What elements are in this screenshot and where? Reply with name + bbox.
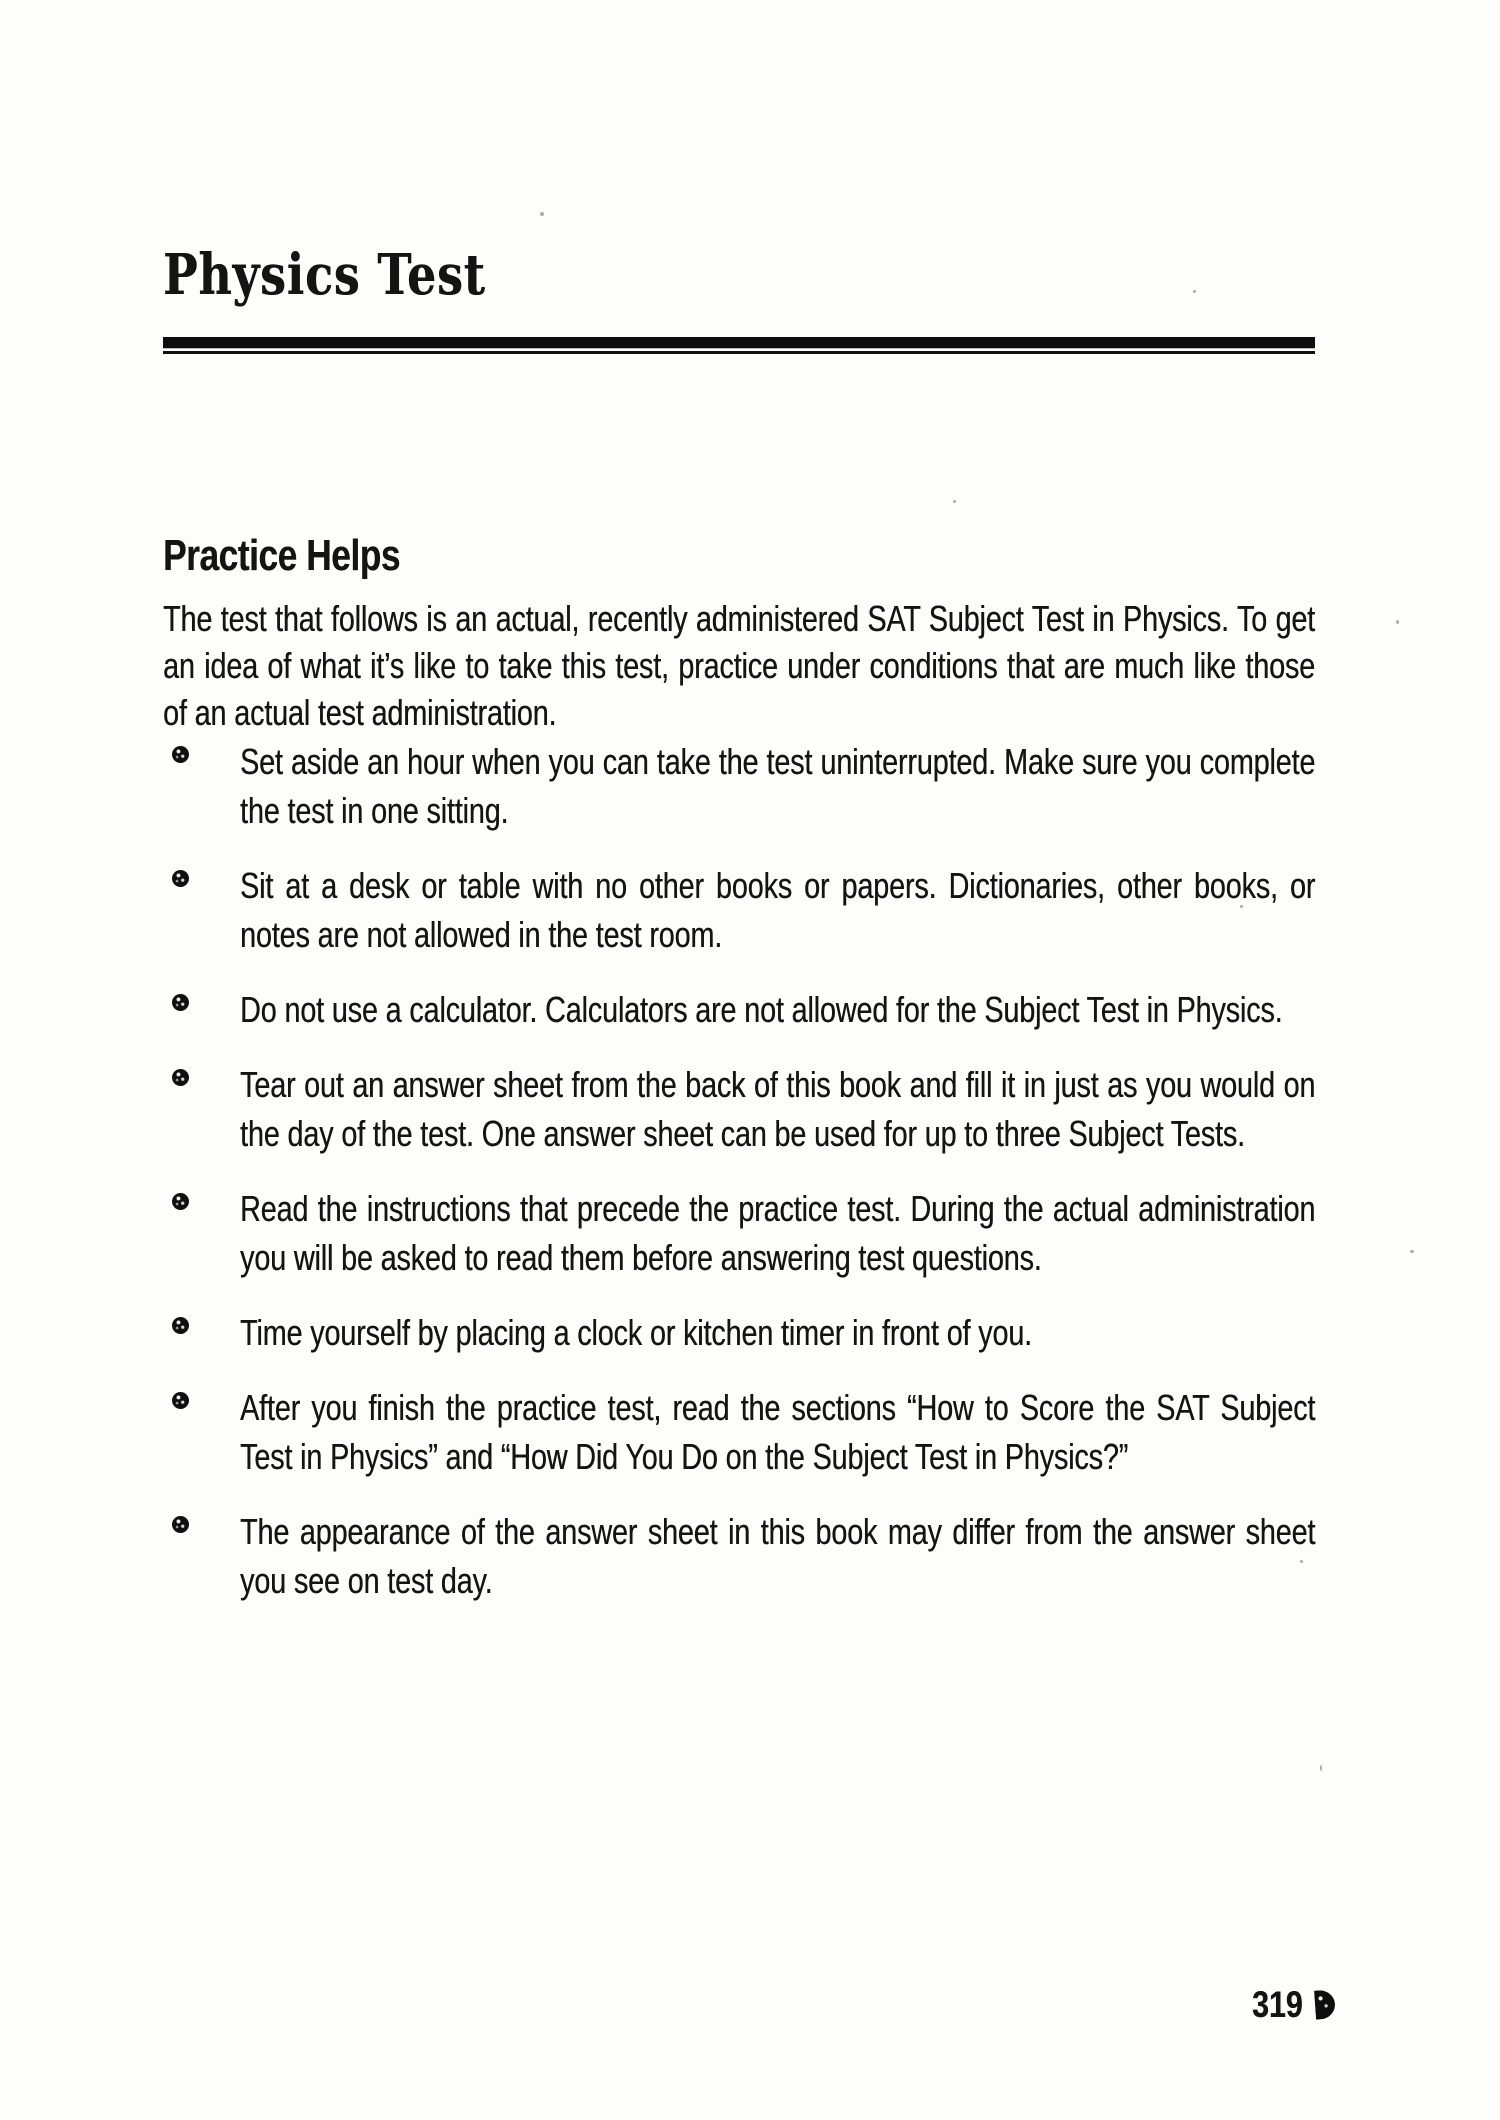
section-divider — [163, 337, 1315, 354]
scan-speck — [540, 212, 544, 216]
bullet-icon — [172, 870, 189, 887]
bullet-icon — [172, 1193, 189, 1210]
list-item — [240, 737, 1500, 835]
scan-speck — [953, 500, 956, 503]
scan-speck — [1396, 620, 1399, 624]
section-heading: Practice Helps — [163, 530, 401, 580]
bullet-text: The appearance of the answer sheet in this book may differ from the answer sheet you see on test day. — [240, 1511, 1316, 1601]
bullet-icon — [172, 746, 189, 763]
bullet-text: Sit at a desk or table with no other books or papers. Dictionaries, other books, or notes are not allowed in the test room. — [240, 865, 1316, 955]
list-item — [240, 861, 1500, 959]
bullet-icon — [172, 1392, 189, 1409]
bullet-icon — [172, 994, 189, 1011]
page-marker-icon — [1314, 1989, 1336, 2019]
scan-speck — [1240, 905, 1243, 908]
list-item — [240, 1308, 1500, 1357]
list-item — [240, 1060, 1500, 1158]
bullet-icon — [172, 1069, 189, 1086]
scan-speck — [1320, 1765, 1322, 1771]
list-item — [240, 985, 1500, 1034]
bullet-text: Read the instructions that precede the practice test. During the actual administration you will be asked to read them before answering test questions. — [240, 1188, 1316, 1278]
page-title: Physics Test — [163, 241, 486, 308]
bullet-text: Set aside an hour when you can take the test uninterrupted. Make sure you complete the test in one sitting. — [240, 741, 1316, 831]
practice-tips-list — [240, 737, 1500, 1631]
bullet-icon — [172, 1317, 189, 1334]
bullet-text: Time yourself by placing a clock or kitchen timer in front of you. — [240, 1312, 1032, 1353]
list-item — [240, 1184, 1500, 1282]
page-footer — [1252, 1986, 1335, 2023]
scan-speck — [1193, 290, 1196, 293]
scan-speck — [1300, 1560, 1303, 1563]
list-item — [240, 1383, 1500, 1481]
bullet-text: Tear out an answer sheet from the back of this book and fill it in just as you would on the day of the test. One answer sheet can be used for up to three Subject Tests. — [240, 1064, 1316, 1154]
bullet-icon — [172, 1516, 189, 1533]
divider-thin-line — [163, 351, 1315, 354]
divider-thick-line — [163, 337, 1315, 348]
scan-speck — [1410, 1250, 1414, 1253]
intro-paragraph: The test that follows is an actual, recently administered SAT Subject Test in Physics. To get an idea of what it’s like to take this test, practice under conditions that are much like those of an actual test administration. — [163, 598, 1315, 733]
bullet-text: Do not use a calculator. Calculators are not allowed for the Subject Test in Physics. — [240, 989, 1283, 1030]
bullet-text: After you finish the practice test, read the sections “How to Score the SAT Subject Test in Physics” and “How Did You Do on the Subject Test in Physics?” — [240, 1387, 1316, 1477]
page-number: 319 — [1252, 1984, 1303, 2025]
list-item — [240, 1507, 1500, 1605]
